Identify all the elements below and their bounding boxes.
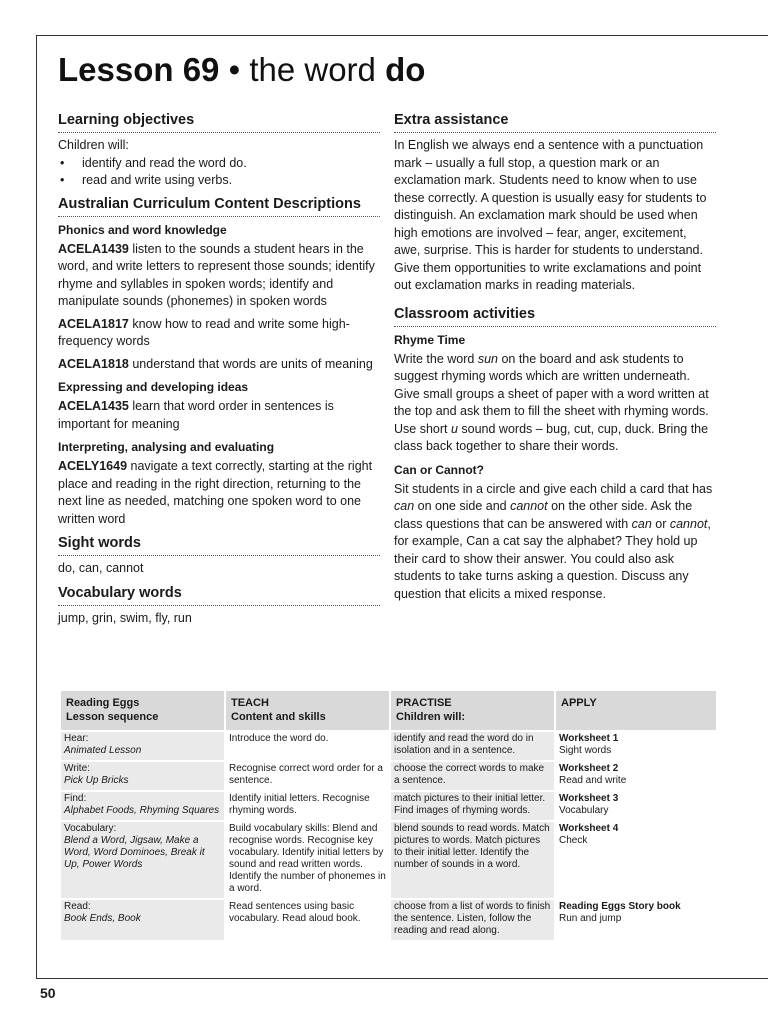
curriculum-item — [58, 316, 380, 351]
list-item: • identify and read the word do. — [58, 155, 380, 173]
text-run: sun — [477, 351, 498, 366]
sequence-cell — [60, 731, 225, 761]
header-line: Reading Eggs — [66, 697, 140, 709]
header-line: TEACH — [231, 697, 269, 709]
text-run: can — [631, 516, 652, 531]
sequence-label: Write: — [64, 763, 90, 774]
worksheet-title: Reading Eggs Story book — [559, 901, 681, 912]
practise-cell: choose from a list of words to finish the sentence. Listen, follow the reading and read along. — [390, 899, 555, 941]
title-text: the word — [249, 51, 376, 88]
column-header — [555, 690, 717, 731]
curriculum-text: listen to the sounds a student hears in the word, and write letters to represent those sounds; identify rhyme and syllables in spoken words; identify and manipulate sounds (phonemes) in spoken words — [58, 241, 375, 308]
text-run: or — [651, 516, 670, 531]
objectives-intro: Children will: — [58, 138, 129, 152]
teach-cell: Introduce the word do. — [225, 731, 390, 761]
practise-cell: identify and read the word do in isolation and in a sentence. — [390, 731, 555, 761]
table-header-row — [60, 690, 717, 731]
sequence-cell — [60, 761, 225, 791]
text-run: on the other side. Ask the class questions that can be answered with — [394, 499, 693, 531]
sequence-cell — [60, 791, 225, 821]
classroom-activities-heading: Classroom activities — [394, 304, 716, 327]
list-item: • read and write using verbs. — [58, 172, 380, 190]
text-run: u — [450, 421, 458, 436]
sequence-activity: Animated Lesson — [64, 745, 142, 756]
table-row — [60, 899, 717, 941]
worksheet-title: Worksheet 1 — [559, 733, 619, 744]
table-row — [60, 731, 717, 761]
sight-words-heading: Sight words — [58, 533, 380, 556]
apply-cell — [555, 731, 717, 761]
sequence-cell — [60, 821, 225, 899]
title-word: do — [385, 51, 426, 88]
text-run: cannot — [510, 499, 548, 513]
sequence-activity: Alphabet Foods, Rhyming Squares — [64, 805, 220, 816]
extra-assistance-heading: Extra assistance — [394, 110, 716, 133]
can-or-cannot-text — [394, 481, 716, 604]
curriculum-subheading: Expressing and developing ideas — [58, 380, 249, 394]
text-run: cannot — [669, 516, 708, 531]
text-run: Sit students in a circle and give each child a card that has — [394, 481, 713, 496]
rhyme-time-title: Rhyme Time — [394, 332, 466, 347]
curriculum-text: navigate a text correctly, starting at the right place and reading in the right direction, returning to the next line as needed, matching one spoken word to one written word — [58, 459, 373, 526]
text-run: on the board and ask students to suggest rhyming words which are written underneath. Give small groups a sheet of paper with a word written at the top and ask them to fill the sheet with rhyming words. Use short — [394, 351, 709, 436]
practise-cell: choose the correct words to make a sentence. — [390, 761, 555, 791]
curriculum-text: learn that word order in sentences is important for meaning — [58, 399, 334, 431]
column-header — [390, 690, 555, 731]
sequence-label: Find: — [64, 793, 87, 804]
curriculum-text: understand that words are units of meaning — [132, 356, 373, 371]
curriculum-code: ACELA1818 — [58, 356, 129, 371]
header-line: Children will: — [396, 711, 466, 723]
text-run: , for example, Can a cat say the alphabet? They hold up their card to show their answer. You could also ask students to take turns asking a question. Discuss any question that elicits a mixed response. — [394, 516, 711, 601]
curriculum-code: ACELY1649 — [58, 459, 128, 473]
sight-words-list: do, can, cannot — [58, 561, 144, 575]
worksheet-text: Read and write — [559, 775, 627, 786]
table-row — [60, 761, 717, 791]
curriculum-code: ACELA1435 — [58, 399, 129, 413]
text-run: on one side and — [414, 499, 511, 513]
worksheet-title: Worksheet 2 — [559, 763, 619, 774]
worksheet-title: Worksheet 4 — [559, 823, 619, 834]
vocabulary-words-heading: Vocabulary words — [58, 583, 380, 606]
apply-cell — [555, 761, 717, 791]
curriculum-item — [58, 241, 380, 311]
text-run: sound words – bug, cut, cup, duck. Bring the class back together to share their words. — [394, 421, 709, 453]
worksheet-text: Run and jump — [559, 913, 622, 924]
lesson-number: Lesson 69 — [58, 51, 220, 88]
page-title — [58, 48, 425, 92]
table-row — [60, 821, 717, 899]
apply-cell — [555, 821, 717, 899]
column-header — [225, 690, 390, 731]
header-line: APPLY — [561, 697, 597, 709]
teach-cell: Build vocabulary skills: Blend and recognise words. Recognise key vocabulary. Identify initial letters by sound and read written words. Identify the number of phonemes in a word. — [225, 821, 390, 899]
curriculum-code: ACELA1439 — [58, 241, 129, 256]
sequence-activity: Book Ends, Book — [64, 913, 141, 924]
curriculum-subheading: Interpreting, analysing and evaluating — [58, 440, 275, 454]
header-line: PRACTISE — [396, 697, 452, 709]
table-row — [60, 791, 717, 821]
title-bullet: • — [228, 51, 241, 88]
practise-cell: blend sounds to read words. Match pictures to words. Match pictures to their initial letter. Identify the number of sounds in a word. — [390, 821, 555, 899]
curriculum-heading: Australian Curriculum Content Descriptions — [58, 194, 380, 217]
text-run: Write the word — [394, 351, 478, 366]
objectives-list — [58, 155, 380, 190]
sequence-cell — [60, 899, 225, 941]
curriculum-item — [58, 356, 380, 374]
worksheet-text: Vocabulary — [559, 805, 609, 816]
column-header — [60, 690, 225, 731]
sequence-label: Hear: — [64, 733, 89, 744]
sequence-label: Vocabulary: — [64, 823, 117, 834]
worksheet-title: Worksheet 3 — [559, 793, 619, 804]
extra-assistance-text: In English we always end a sentence with a punctuation mark – usually a full stop, a question mark or an exclamation mark. Students need to know when to use these correctly. A question is usually easy for students to distinguish. An exclamation mark should be used when high emotions are involved – fear, anger, excitement, awe, surprise. This is harder for students to understand. Give them opportunities to write exclamations and point out exclamation marks in reading materials. — [394, 138, 707, 292]
teach-cell: Identify initial letters. Recognise rhyming words. — [225, 791, 390, 821]
curriculum-item — [58, 398, 380, 433]
learning-objectives-heading: Learning objectives — [58, 110, 380, 133]
lesson-sequence-table — [59, 689, 718, 942]
sequence-activity: Blend a Word, Jigsaw, Make a Word, Word Dominoes, Break it Up, Power Words — [64, 835, 205, 870]
sequence-activity: Pick Up Bricks — [64, 775, 129, 786]
header-line: Content and skills — [231, 711, 326, 723]
left-column — [58, 110, 380, 632]
right-column — [394, 110, 716, 608]
curriculum-item — [58, 458, 380, 528]
page-number: 50 — [40, 985, 56, 1001]
rhyme-time-text — [394, 351, 716, 456]
curriculum-subheading: Phonics and word knowledge — [58, 222, 227, 237]
worksheet-text: Check — [559, 835, 588, 846]
vocabulary-words-list: jump, grin, swim, fly, run — [58, 610, 192, 625]
teach-cell: Recognise correct word order for a sentence. — [225, 761, 390, 791]
text-run: can — [394, 499, 415, 513]
apply-cell — [555, 791, 717, 821]
curriculum-text: know how to read and write some high-frequency words — [58, 316, 350, 348]
worksheet-text: Sight words — [559, 745, 612, 756]
can-or-cannot-title: Can or Cannot? — [394, 462, 484, 477]
header-line: Lesson sequence — [66, 711, 159, 723]
apply-cell — [555, 899, 717, 941]
curriculum-code: ACELA1817 — [58, 316, 129, 331]
practise-cell: match pictures to their initial letter. Find images of rhyming words. — [390, 791, 555, 821]
teach-cell: Read sentences using basic vocabulary. Read aloud book. — [225, 899, 390, 941]
sequence-label: Read: — [64, 901, 91, 912]
